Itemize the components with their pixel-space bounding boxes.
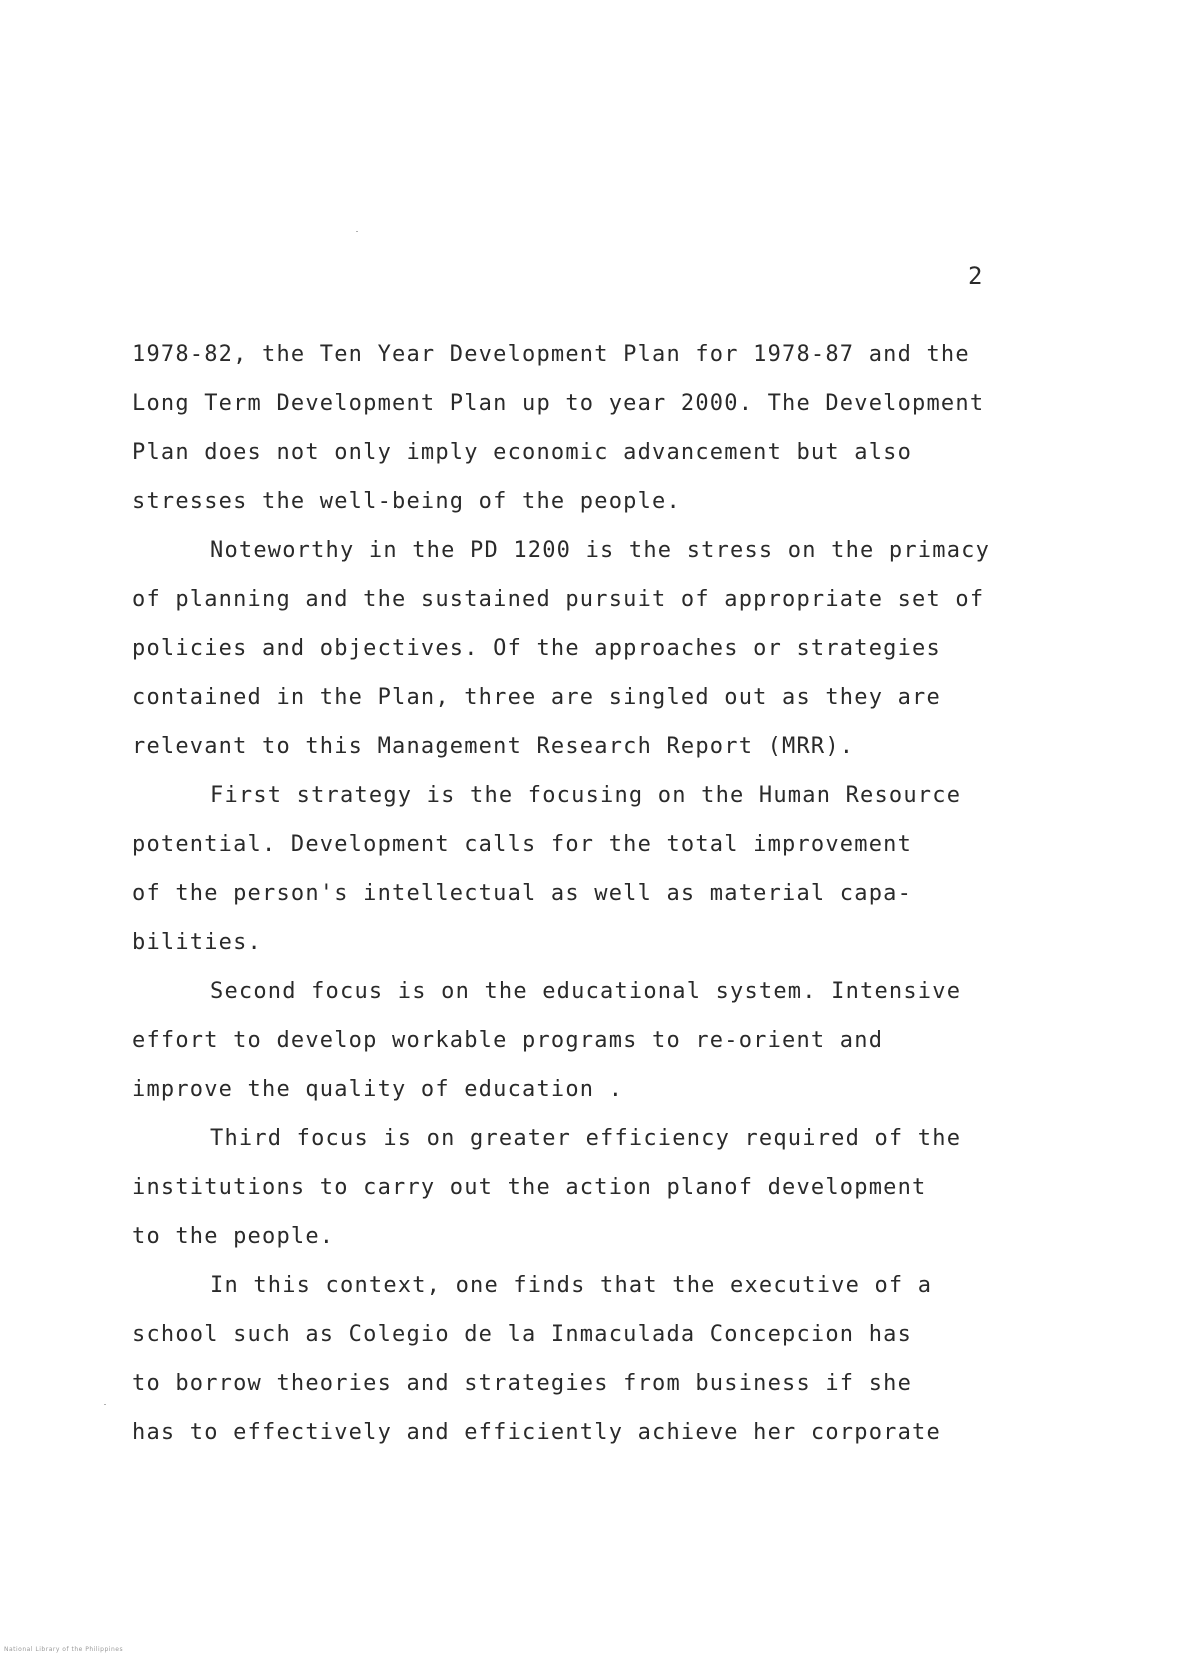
text-line: First strategy is the focusing on the Human Resource xyxy=(210,783,962,808)
page-number: 2 xyxy=(968,262,984,290)
text-line: Second focus is on the educational system. Intensive xyxy=(210,979,962,1004)
text-line: to borrow theories and strategies from business if she xyxy=(132,1371,913,1396)
text-line: Long Term Development Plan up to year 2000. The Development xyxy=(132,391,985,416)
text-line: Third focus is on greater efficiency required of the xyxy=(210,1126,962,1151)
text-line: contained in the Plan, three are singled out as they are xyxy=(132,685,941,710)
text-line: In this context, one finds that the executive of a xyxy=(210,1273,933,1298)
scan-footer: National Library of the Philippines xyxy=(4,1646,124,1653)
paragraph xyxy=(132,1114,1062,1261)
paragraph xyxy=(132,330,1062,526)
text-line: of planning and the sustained pursuit of appropriate set of xyxy=(132,587,985,612)
paragraph xyxy=(132,526,1062,771)
text-line: to the people. xyxy=(132,1224,335,1249)
text-line: stresses the well-being of the people. xyxy=(132,489,681,514)
text-line: Plan does not only imply economic advancement but also xyxy=(132,440,913,465)
text-line: institutions to carry out the action planof development xyxy=(132,1175,927,1200)
text-line: 1978-82, the Ten Year Development Plan for 1978-87 and the xyxy=(132,342,970,367)
paragraph xyxy=(132,1261,1062,1457)
text-line: Noteworthy in the PD 1200 is the stress on the primacy xyxy=(210,538,991,563)
scan-speck xyxy=(104,1404,106,1405)
body-text xyxy=(132,330,1062,1457)
text-line: of the person's intellectual as well as material capa- xyxy=(132,881,913,906)
paragraph xyxy=(132,771,1062,967)
scan-speck xyxy=(356,231,358,232)
text-line: school such as Colegio de la Inmaculada Concepcion has xyxy=(132,1322,913,1347)
text-line: policies and objectives. Of the approaches or strategies xyxy=(132,636,941,661)
text-line: relevant to this Management Research Report (MRR). xyxy=(132,734,855,759)
text-line: effort to develop workable programs to re-orient and xyxy=(132,1028,884,1053)
paragraph xyxy=(132,967,1062,1114)
text-line: potential. Development calls for the total improvement xyxy=(132,832,913,857)
text-line: improve the quality of education . xyxy=(132,1077,624,1102)
text-line: bilities. xyxy=(132,930,263,955)
text-line: has to effectively and efficiently achieve her corporate xyxy=(132,1420,941,1445)
